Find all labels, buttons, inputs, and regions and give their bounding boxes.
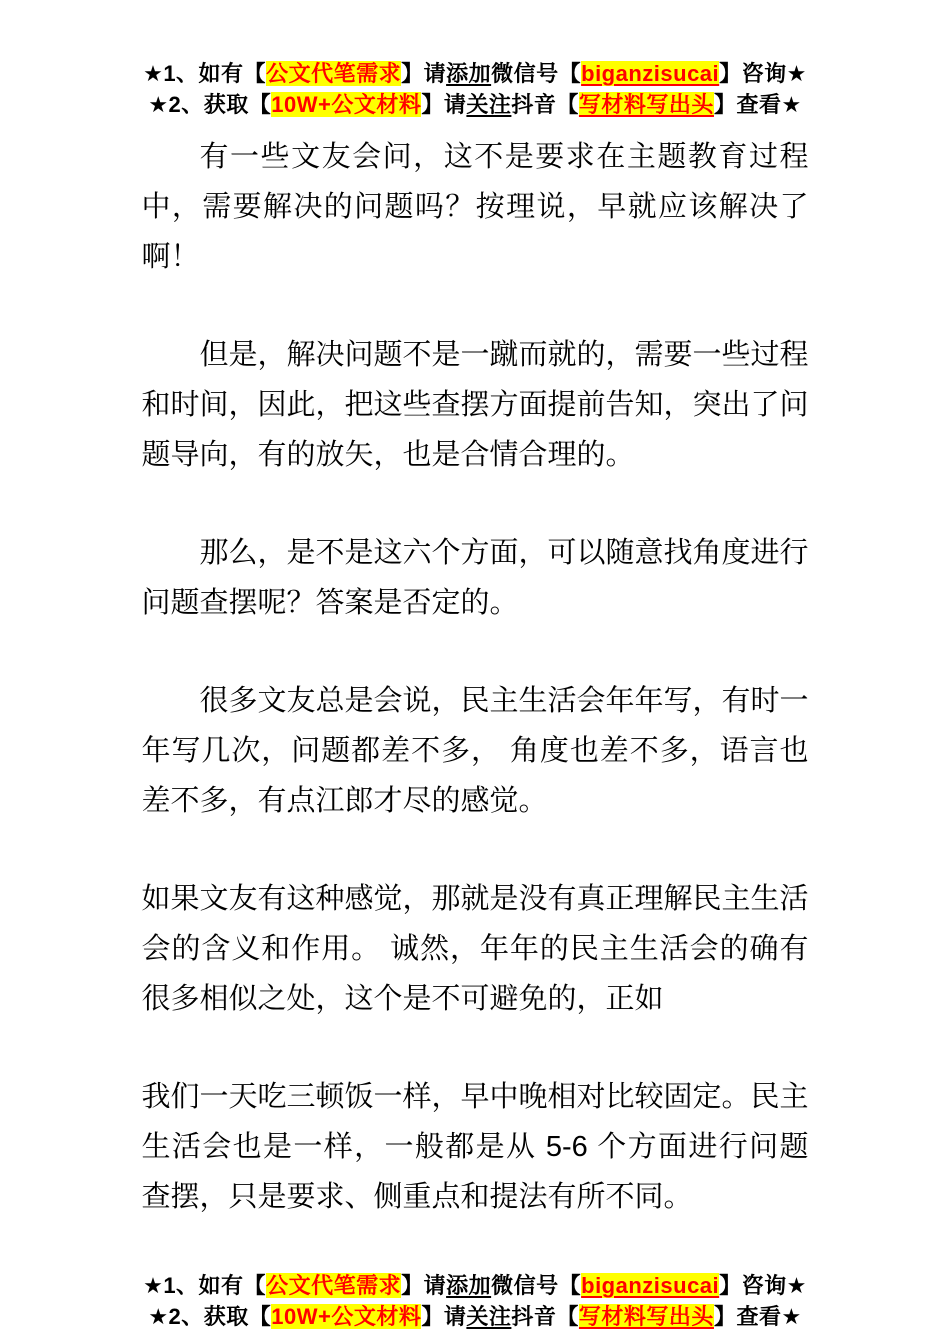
paragraph: 有一些文友会问，这不是要求在主题教育过程中，需要解决的问题吗？按理说，早就应该解决了啊！ [141, 141, 809, 273]
promo-text: 】查看★ [713, 1304, 802, 1329]
douyin-account-highlight: 写材料写出头 [578, 92, 714, 117]
promo-text: 】请 [401, 61, 447, 86]
materials-highlight: 10W+公文材料 [271, 1304, 422, 1329]
promo-line [0, 1301, 950, 1332]
service-highlight: 公文代笔需求 [266, 1273, 402, 1298]
add-action-underline: 添加 [446, 1273, 492, 1298]
promo-text: 】请 [421, 92, 467, 117]
promo-text: ★2、获取【 [148, 92, 272, 117]
paragraph: 我们一天吃三顿饭一样，早中晚相对比较固定。民主生活会也是一样，一般都是从 5-6 个方面进行问题查摆，只是要求、侧重点和提法有所不同。 [141, 1081, 809, 1213]
promo-text: 】咨询★ [719, 61, 807, 86]
promo-text: 】请 [421, 1304, 467, 1329]
douyin-account-highlight: 写材料写出头 [578, 1304, 714, 1329]
follow-action-underline: 关注 [466, 1304, 512, 1329]
promo-text: ★1、如有【 [143, 61, 267, 86]
promo-text: 】请 [401, 1273, 447, 1298]
promo-text: 抖音【 [511, 92, 579, 117]
promo-text: 抖音【 [511, 1304, 579, 1329]
promo-line [0, 1270, 950, 1301]
paragraph: 很多文友总是会说，民主生活会年年写，有时一年写几次，问题都差不多， 角度也差不多，语言也差不多，有点江郎才尽的感觉。 [141, 685, 809, 817]
add-action-underline: 添加 [446, 61, 492, 86]
wechat-id-highlight: biganzisucai [581, 1273, 720, 1298]
wechat-id-highlight: biganzisucai [581, 61, 720, 86]
document-body [142, 132, 809, 1222]
promo-banner-footer [0, 1270, 950, 1332]
promo-text: 微信号【 [491, 1273, 582, 1298]
promo-text: ★2、获取【 [148, 1304, 272, 1329]
promo-line [0, 89, 950, 120]
follow-action-underline: 关注 [466, 92, 512, 117]
paragraph: 如果文友有这种感觉，那就是没有真正理解民主生活会的含义和作用。 诚然，年年的民主生活会的确有很多相似之处，这个是不可避免的，正如 [141, 883, 809, 1015]
promo-banner-header [0, 58, 950, 120]
paragraph: 那么，是不是这六个方面，可以随意找角度进行问题查摆呢？答案是否定的。 [141, 537, 809, 619]
promo-text: 微信号【 [491, 61, 582, 86]
promo-text: 】查看★ [713, 92, 802, 117]
paragraph: 但是，解决问题不是一蹴而就的，需要一些过程和时间，因此，把这些查摆方面提前告知，突出了问题导向，有的放矢，也是合情合理的。 [141, 339, 809, 471]
promo-text: ★1、如有【 [143, 1273, 267, 1298]
promo-text: 】咨询★ [719, 1273, 807, 1298]
materials-highlight: 10W+公文材料 [271, 92, 422, 117]
service-highlight: 公文代笔需求 [266, 61, 402, 86]
promo-line [0, 58, 950, 89]
